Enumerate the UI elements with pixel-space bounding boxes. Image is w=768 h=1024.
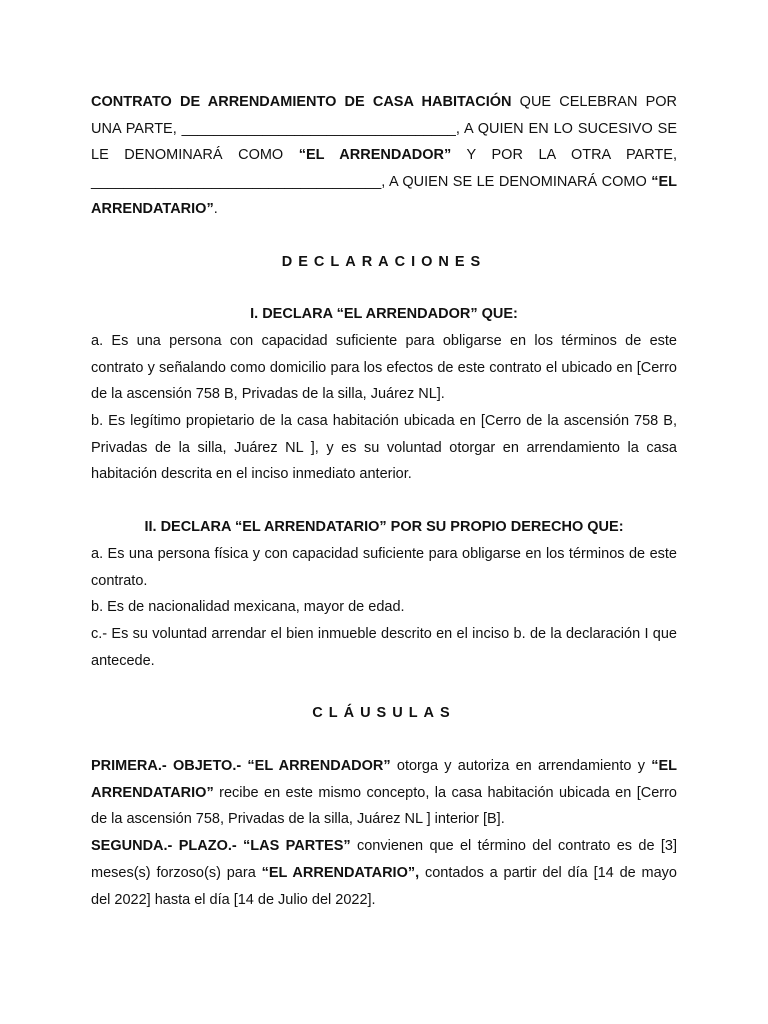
spacer bbox=[91, 275, 677, 301]
clausulas-heading: CLÁUSULAS bbox=[312, 705, 456, 722]
declaracion-2-b: b. Es de nacionalidad mexicana, mayor de edad. bbox=[91, 599, 405, 616]
intro-text-2: Y POR LA OTRA PARTE, ____________________________________, A QUIEN SE LE DENOMINARÁ COMO bbox=[91, 147, 677, 191]
clausula-primera-text-1: otorga y autoriza en arrendamiento y bbox=[390, 758, 652, 775]
intro-paragraph bbox=[91, 89, 677, 223]
spacer bbox=[91, 727, 677, 753]
declaracion-2-a: a. Es una persona física y con capacidad suficiente para obligarse en los términos de este contrato. bbox=[91, 545, 677, 589]
declaracion-1-a: a. Es una persona con capacidad suficiente para obligarse en los términos de este contrato y señalando como domicilio para los efectos de este contrato el ubicado en [Cerro de la ascensión 758 B, Privadas de la silla, Juárez NL]. bbox=[91, 332, 677, 403]
declaracion-2-c: c.- Es su voluntad arrendar el bien inmueble descrito en el inciso b. de la declaración I que antecede. bbox=[91, 625, 677, 669]
declaracion-1-b: b. Es legítimo propietario de la casa habitación ubicada en [Cerro de la ascensión 758 B, Privadas de la silla, Juárez NL ], y es su voluntad otorgar en arrendamiento la casa habitación descrita en el inciso inmediato anterior. bbox=[91, 413, 677, 483]
clausula-segunda bbox=[91, 833, 677, 913]
clausula-segunda-text-2: contados a partir del día [14 de mayo del 2022] hasta el día [14 de Julio del 2022]. bbox=[91, 864, 677, 908]
clausula-segunda-text-1: convienen que el término del contrato es de [3] meses(s) forzoso(s) para bbox=[91, 838, 677, 881]
arrendatario-term: “EL ARRENDATARIO” bbox=[91, 174, 677, 217]
declaraciones-heading: DECLARACIONES bbox=[281, 253, 487, 270]
clausula-segunda-label: SEGUNDA.- PLAZO.- “LAS PARTES” bbox=[91, 838, 351, 855]
contract-title: CONTRATO DE ARRENDAMIENTO DE CASA HABITACIÓN bbox=[91, 94, 512, 110]
clausula-primera-arrendatario: “EL ARRENDATARIO” bbox=[91, 758, 677, 801]
spacer bbox=[91, 674, 677, 700]
clausula-primera-text-2: recibe en este mismo concepto, la casa habitación ubicada en [Cerro de la ascensión 758, Privadas de la silla, Juárez NL ] interior [B]. bbox=[91, 784, 677, 828]
intro-text-3: . bbox=[213, 200, 218, 217]
clausula-primera bbox=[91, 753, 677, 833]
clausula-segunda-arrendatario: “EL ARRENDATARIO”, bbox=[261, 864, 420, 881]
declaracion-2-title: II. DECLARA “EL ARRENDATARIO” POR SU PROPIO DERECHO QUE: bbox=[144, 519, 624, 536]
spacer bbox=[91, 488, 677, 514]
arrendador-term: “EL ARRENDADOR” bbox=[298, 147, 452, 164]
clausula-primera-label: PRIMERA.- OBJETO.- “EL ARRENDADOR” bbox=[91, 758, 391, 775]
intro-text-1: QUE CELEBRAN POR UNA PARTE, __________________________________, A QUIEN EN LO SUCESIVO SE LE DENOMINARÁ COMO bbox=[91, 94, 677, 164]
spacer bbox=[91, 223, 677, 249]
declaracion-1-title: I. DECLARA “EL ARRENDADOR” QUE: bbox=[250, 306, 518, 323]
